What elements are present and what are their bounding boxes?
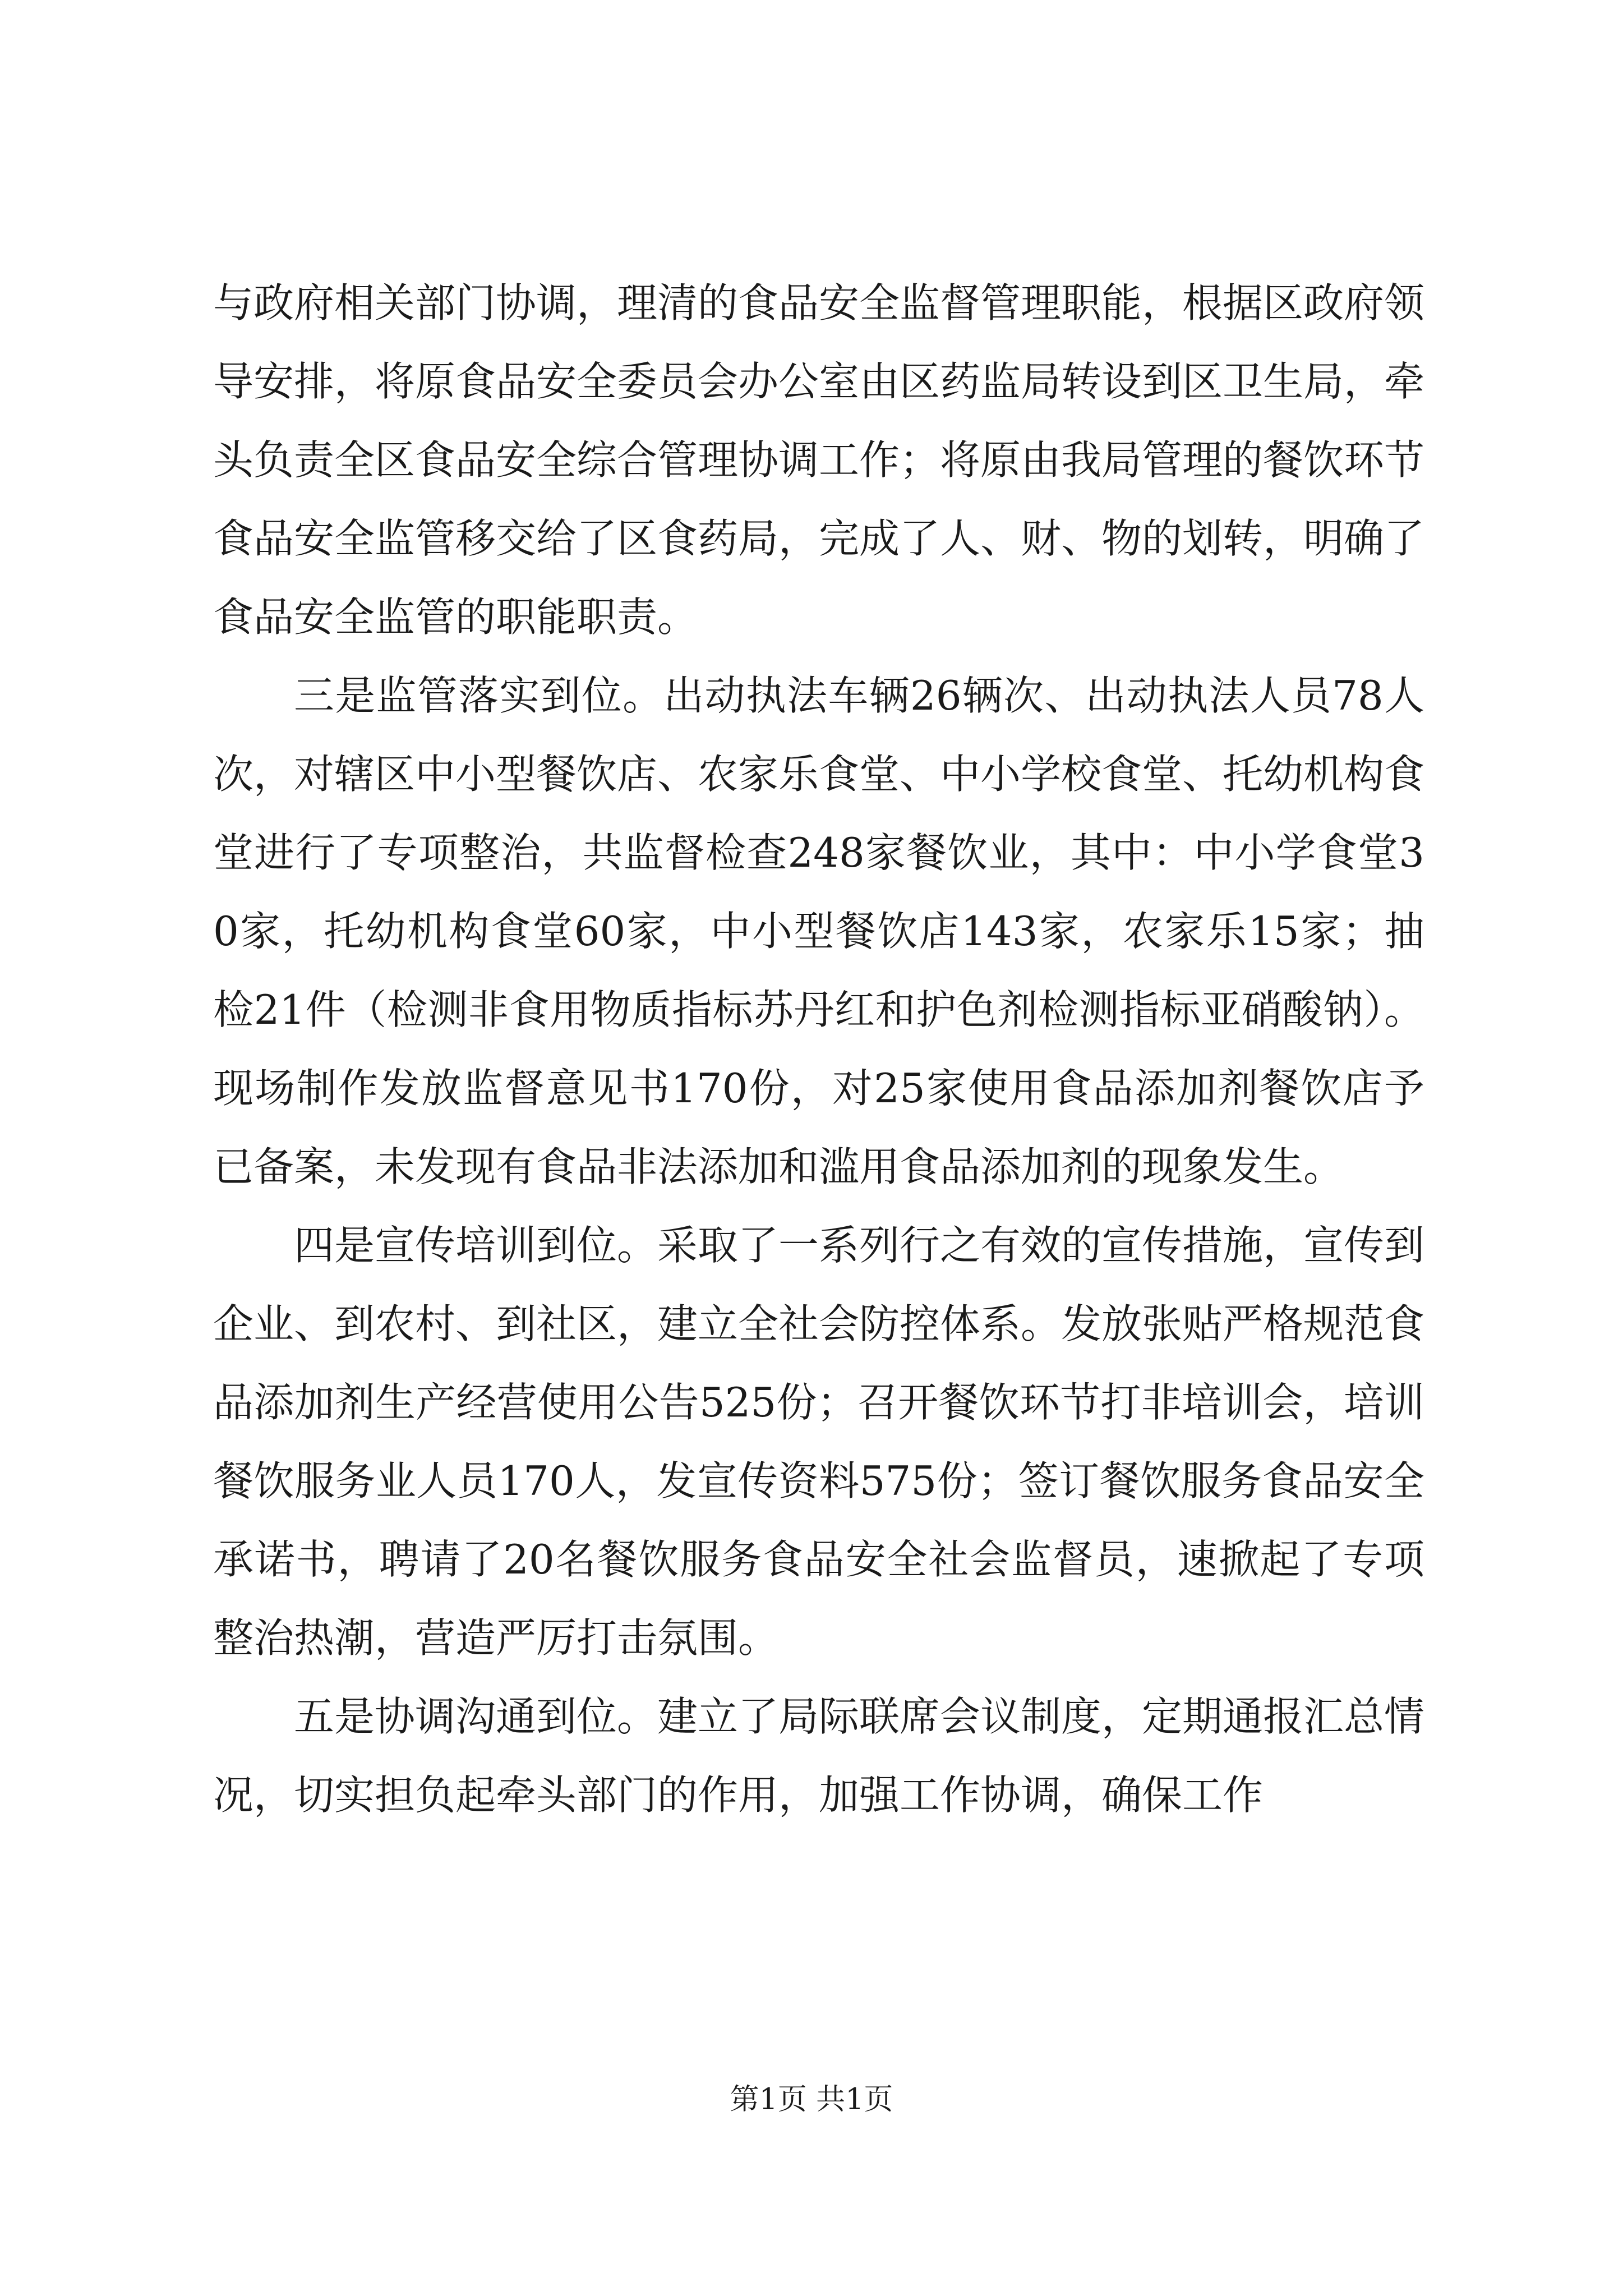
- paragraph-supervision: 三是监管落实到位。出动执法车辆26辆次、出动执法人员78人次，对辖区中小型餐饮店、农家乐食堂、中小学校食堂、托幼机构食堂进行了专项整治，共监督检查248家餐饮业，其中：中小学食堂30家，托幼机构食堂60家，中小型餐饮店143家，农家乐15家；抽检21件（检测非食用物质指标苏丹红和护色剂检测指标亚硝酸钠）。现场制作发放监督意见书170份，对25家使用食品添加剂餐饮店予已备案，未发现有食品非法添加和滥用食品添加剂的现象发生。: [213, 672, 1425, 1190]
- document-body: [213, 264, 1424, 1834]
- paragraph-publicity-training: 四是宣传培训到位。采取了一系列行之有效的宣传措施，宣传到企业、到农村、到社区，建立全社会防控体系。发放张贴严格规范食品添加剂生产经营使用公告525份；召开餐饮环节打非培训会，培训餐饮服务业人员170人，发宣传资料575份；签订餐饮服务食品安全承诺书，聘请了20名餐饮服务食品安全社会监督员，速掀起了专项整治热潮，营造严厉打击氛围。: [213, 1222, 1425, 1662]
- page-footer: 第1页 共1页: [730, 2083, 893, 2116]
- paragraph-coordination: 五是协调沟通到位。建立了局际联席会议制度，定期通报汇总情况，切实担负起牵头部门的作用，加强工作协调，确保工作: [213, 1693, 1425, 1819]
- paragraph-continuation: 与政府相关部门协调，理清的食品安全监督管理职能，根据区政府领导安排，将原食品安全委员会办公室由区药监局转设到区卫生局，牵头负责全区食品安全综合管理协调工作；将原由我局管理的餐饮环节食品安全监管移交给了区食药局，完成了人、财、物的划转，明确了食品安全监管的职能职责。: [213, 279, 1425, 641]
